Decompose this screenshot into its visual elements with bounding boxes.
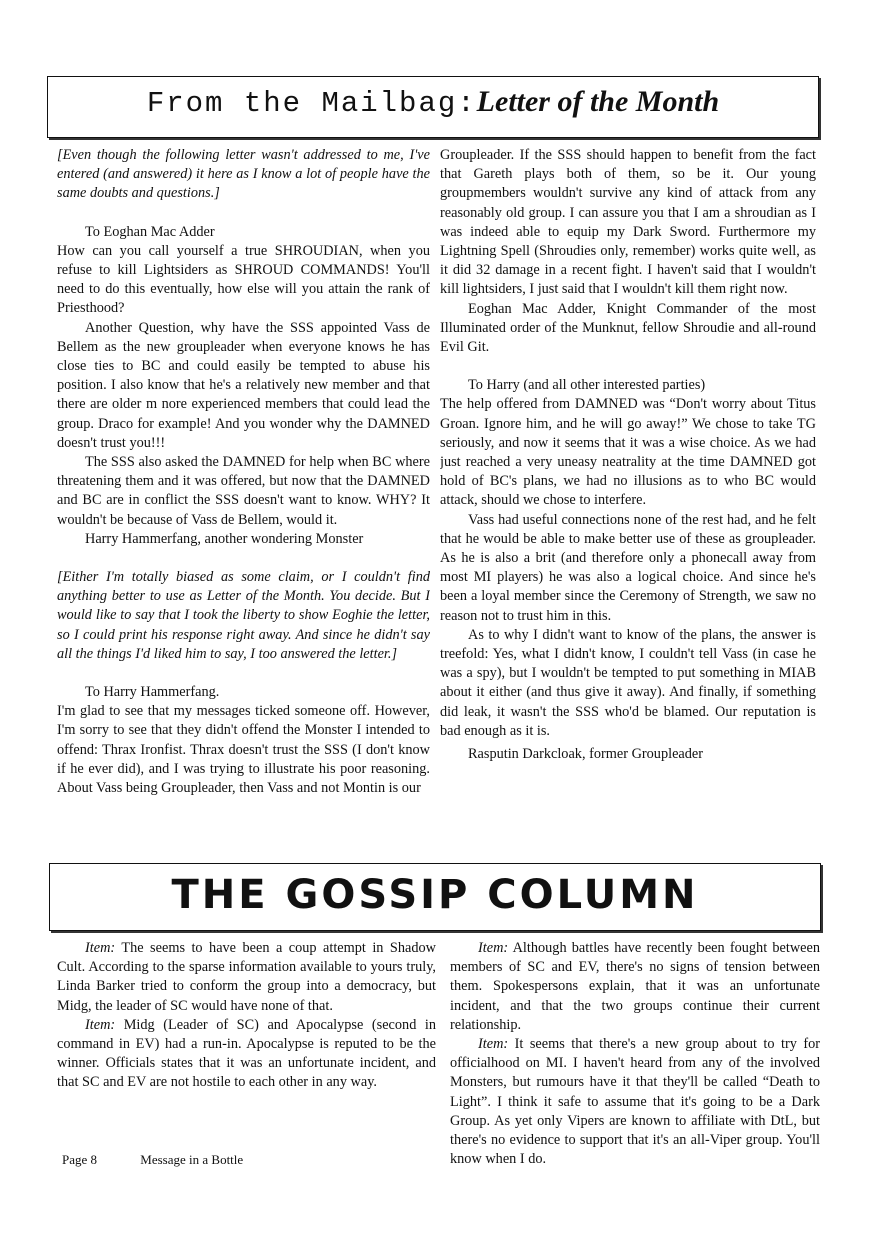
reply-signature: Rasputin Darkcloak, former Groupleader (468, 746, 704, 763)
gossip-item (57, 1016, 436, 1093)
gossip-column-left (57, 939, 436, 1139)
letter-signature: Harry Hammerfang, another wondering Monster (85, 530, 364, 547)
reply-paragraph: Vass had useful connections none of the rest had, and he felt that he would be able to make better use of these as groupleader. As he is also a brit (and therefore only a phonecall away from most MI players) he was also a logical choice. And since he's been a loyal member since the Ceremony of Strength, we saw no reason not to trust him in this. (440, 511, 816, 624)
page-footer (62, 1152, 432, 1168)
reply-paragraph: The help offered from DAMNED was “Don't worry about Titus Groan. Ignore him, and he will go away!” We chose to take TG seriously, and now it seems that it was a wise choice. As we had just reached a very uneasy neatrality at the time DAMNED got hold of BC's plans, we had no illusions as to who BC would attack, should we chose to interfere. (440, 396, 816, 509)
reply-signature: Eoghan Mac Adder, Knight Commander of the most Illuminated order of the Munknut, fellow Shroudie and all-round Evil Git. (440, 300, 816, 356)
gossip-item-text: The seems to have been a coup attempt in Shadow Cult. According to the sparse information available to yours truly, Linda Barker tried to conform the group into a democracy, but Midg, the leader of SC would have none of that. (57, 940, 436, 1014)
gossip-column-right (450, 939, 820, 1179)
letter-of-the-month-title: Letter of the Month (476, 85, 720, 118)
letter-salutation: To Eoghan Mac Adder (85, 223, 215, 240)
mailbag-column-left (57, 146, 430, 858)
gossip-item (450, 939, 820, 1035)
gossip-item-text: Although battles have recently been fought between members of SC and EV, there's no signs of tension between them. Spokespersons explain, that it was an unfortunate incident, and that the two groups continue their current relationship. (450, 940, 820, 1033)
mailbag-title (48, 85, 818, 120)
reply-paragraph: As to why I didn't want to know of the plans, the answer is treefold: Yes, what I didn't know, I couldn't tell Vass (in case he was a spy), but I wouldn't be tempted to put something in MIAB about it either (and thus give it away). And finally, if something did leak, it wasn't the SSS who'd be blamed. Our reputation is bad enough as it is. (440, 626, 816, 739)
editor-note: [Either I'm totally biased as some claim, or I couldn't find anything better to use as Letter of the Month. You decide. But I would like to say that I took the liberty to show Eoghie the letter, so I could print his response right away. And since he didn't say all the things I'd liked him to say, I too answered the letter.] (57, 569, 430, 662)
reply-salutation: To Harry (and all other interested parties) (468, 377, 706, 394)
reply-paragraph: Groupleader. If the SSS should happen to benefit from the fact that Gareth plays both of them, so be it. Our young groupmembers wouldn't survive any kind of attack from any reasonably old group. I can assure you that I am a shroudian as I was indeed able to equip my Dark Sword. Furthermore my Lightning Spell (Shroudies only, remember) works quite well, as it did 32 damage in a recent fight. I haven't said that I wouldn't kill lightsiders, I just said that I wouldn't kill them right now. (440, 147, 816, 298)
gossip-column-title: THE GOSSIP COLUMN (171, 872, 699, 918)
mailbag-title-prefix: From the Mailbag: (146, 87, 477, 120)
editor-note: [Even though the following letter wasn't addressed to me, I've entered (and answered) it here as I know a lot of people have the same doubts and questions.] (57, 147, 430, 202)
gossip-item (57, 939, 436, 1016)
item-label: Item: (85, 1016, 116, 1033)
mailbag-column-right (440, 146, 816, 858)
gossip-item-text: It seems that there's a new group about to try for officialhood on MI. I haven't heard from any of the involved Monsters, but rumours have it that they'll be called “Death to Light”. I think it safe to assume that it's going to be a Dark Group. As yet only Vipers are known to affiliate with DtL, but there's no evidence to support that it's an all-Viper group. You'll know when I do. (450, 1036, 820, 1168)
item-label: Item: (85, 940, 116, 956)
publication-name: Message in a Bottle (140, 1152, 244, 1167)
gossip-item (450, 1035, 820, 1169)
mailbag-header-box (47, 76, 819, 138)
letter-paragraph: How can you call yourself a true SHROUDIAN, when you refuse to kill Lightsiders as SHROUD COMMANDS! You'll need to do this eventually, how else will you attain the rank of Priesthood? (57, 242, 430, 317)
page-number: Page 8 (62, 1152, 98, 1167)
letter-paragraph: The SSS also asked the DAMNED for help when BC where threatening them and it was offered, but now that the DAMNED and BC are in conflict the SSS doesn't want to know. WHY? It wouldn't be because of Vass de Bellem, would it. (57, 454, 430, 528)
gossip-header-box (49, 863, 821, 931)
letter-paragraph: Another Question, why have the SSS appointed Vass de Bellem as the new groupleader when everyone knows he has close ties to BC and could easily be tempted to abuse his position. I also know that he's a relatively new member and that there are older m nore experienced members that could lead the group. Draco for example! And you wonder why the DAMNED doesn't trust you!!! (57, 319, 430, 451)
item-label: Item: (478, 940, 509, 956)
item-label: Item: (478, 1036, 509, 1053)
reply-salutation: To Harry Hammerfang. (85, 684, 220, 701)
gossip-item-text: Midg (Leader of SC) and Apocalypse (second in command in EV) had a run-in. Apocalypse is reputed to be the winner. Officials states that it was an unfortunate incident, and that SC and EV are not hostile to each other in any way. (57, 1016, 436, 1091)
reply-paragraph: I'm glad to see that my messages ticked someone off. However, I'm sorry to see that they didn't offend the Monster I intended to offend: Thrax Ironfist. Thrax doesn't trust the SSS (I don't know if he ever did), and I was trying to illustrate his poor reasoning. About Vass being Groupleader, then Vass and not Montin is our (57, 703, 430, 797)
